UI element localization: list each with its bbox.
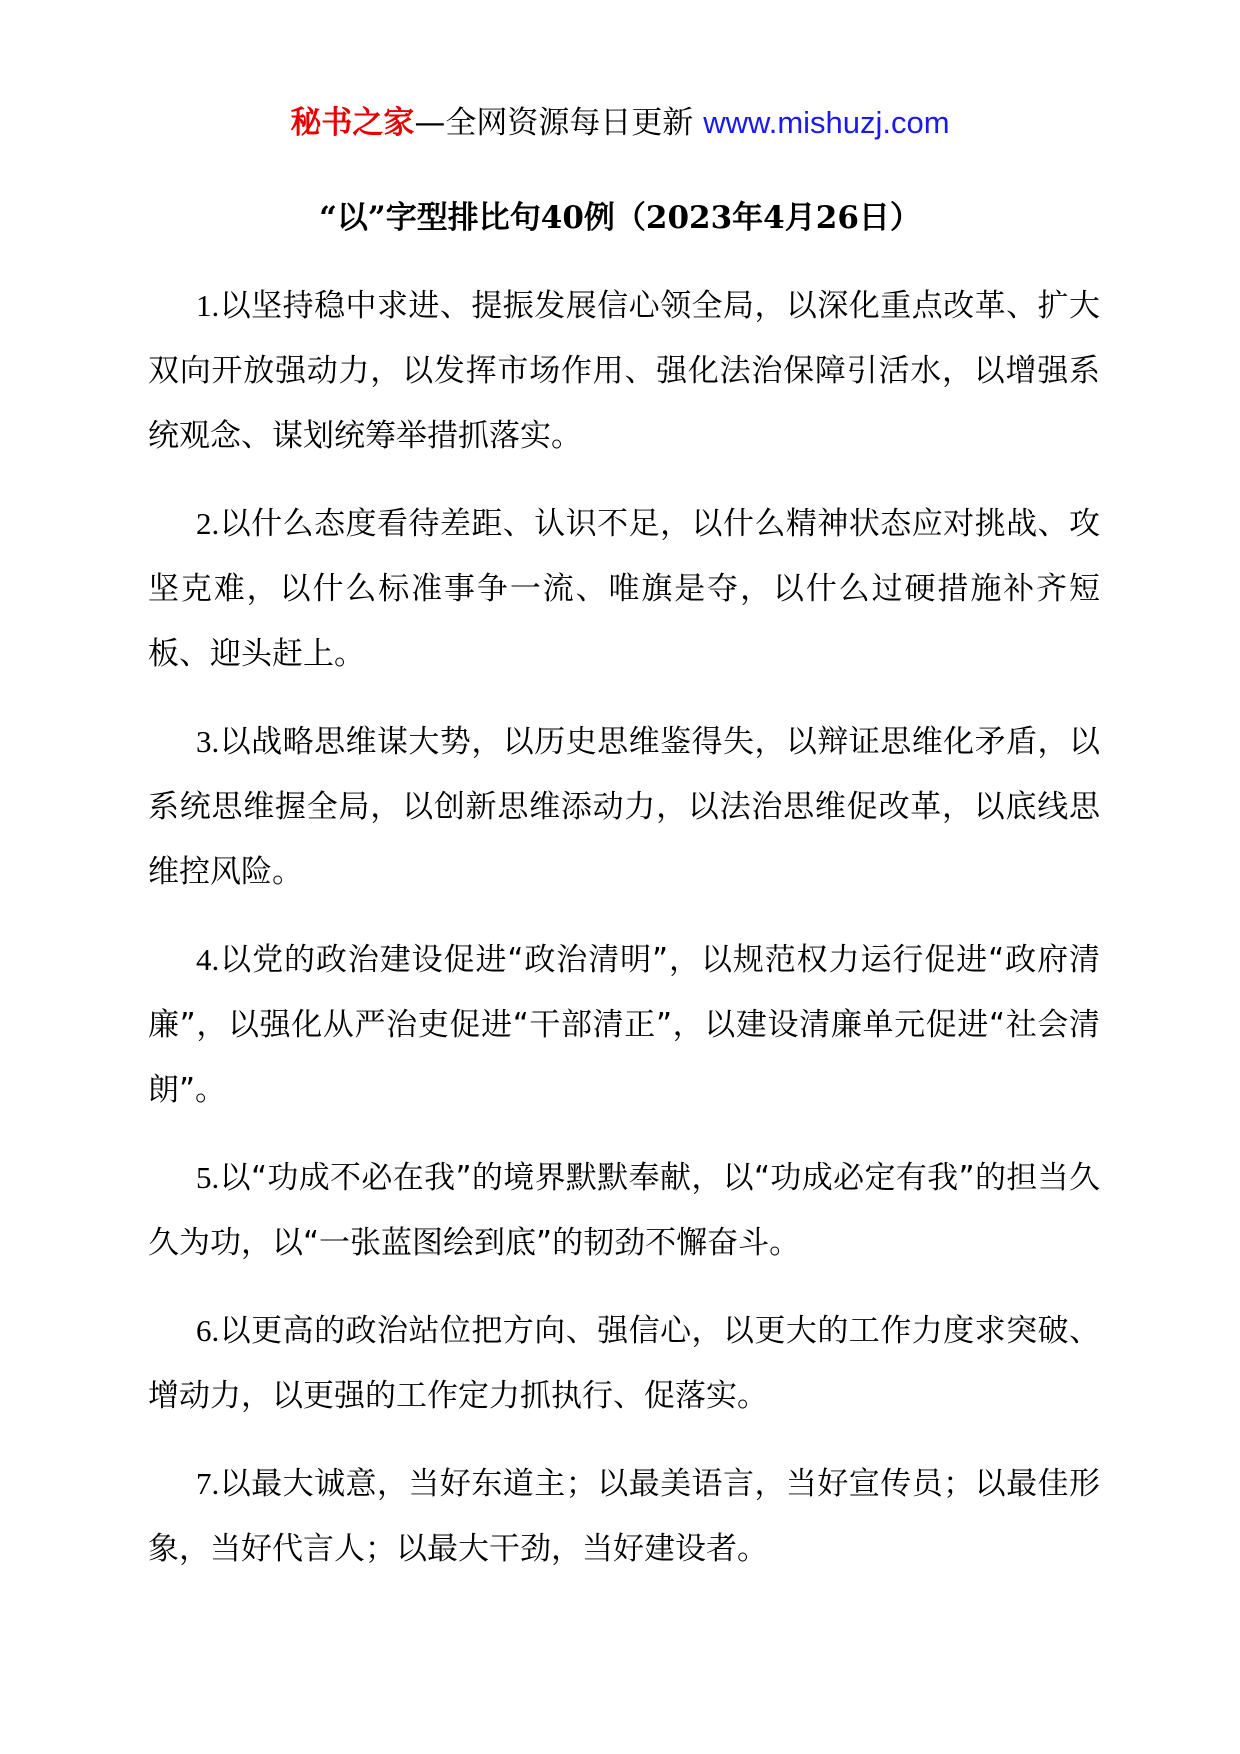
paragraph-number: 7.: [196, 1466, 220, 1501]
paragraph-5: [148, 1145, 1100, 1276]
paragraph-3: [148, 709, 1100, 905]
paragraph-text: 以坚持稳中求进、提振发展信心领全局，以深化重点改革、扩大双向开放强动力，以发挥市场作用、强化法治保障引活水，以增强系统观念、谋划统筹举措抓落实。: [148, 288, 1100, 454]
paragraph-text: 以“功成不必在我”的境界默默奉献，以“功成必定有我”的担当久久为功，以“一张蓝图绘到底”的韧劲不懈奋斗。: [148, 1160, 1100, 1261]
paragraph-number: 4.: [196, 942, 220, 977]
paragraph-text: 以党的政治建设促进“政治清明”，以规范权力运行促进“政府清廉”，以强化从严治吏促进“干部清正”，以建设清廉单元促进“社会清朗”。: [148, 942, 1100, 1108]
paragraph-number: 1.: [196, 288, 220, 323]
paragraph-number: 6.: [196, 1313, 220, 1348]
paragraph-6: [148, 1298, 1100, 1429]
paragraph-number: 2.: [196, 506, 220, 541]
site-url-link[interactable]: www.mishuzj.com: [703, 105, 950, 140]
site-header: [0, 101, 1240, 145]
paragraph-number: 3.: [196, 724, 220, 759]
paragraph-text: 以最大诚意，当好东道主；以最美语言，当好宣传员；以最佳形象，当好代言人；以最大干劲，当好建设者。: [148, 1466, 1100, 1567]
paragraph-text: 以更高的政治站位把方向、强信心，以更大的工作力度求突破、增动力，以更强的工作定力抓执行、促落实。: [148, 1313, 1100, 1414]
paragraph-7: [148, 1451, 1100, 1582]
brand-name: 秘书之家: [290, 105, 415, 141]
document-body: [148, 273, 1100, 1604]
paragraph-number: 5.: [196, 1160, 220, 1195]
header-tagline: —全网资源每日更新: [414, 105, 704, 141]
paragraph-text: 以战略思维谋大势，以历史思维鉴得失，以辩证思维化矛盾，以系统思维握全局，以创新思维添动力，以法治思维促改革，以底线思维控风险。: [148, 724, 1100, 890]
paragraph-text: 以什么态度看待差距、认识不足，以什么精神状态应对挑战、攻坚克难，以什么标准事争一流、唯旗是夺，以什么过硬措施补齐短板、迎头赶上。: [148, 506, 1100, 672]
paragraph-2: [148, 491, 1100, 687]
document-title: “以”字型排比句40例（2023年4月26日）: [319, 200, 921, 236]
paragraph-4: [148, 927, 1100, 1123]
paragraph-1: [148, 273, 1100, 469]
